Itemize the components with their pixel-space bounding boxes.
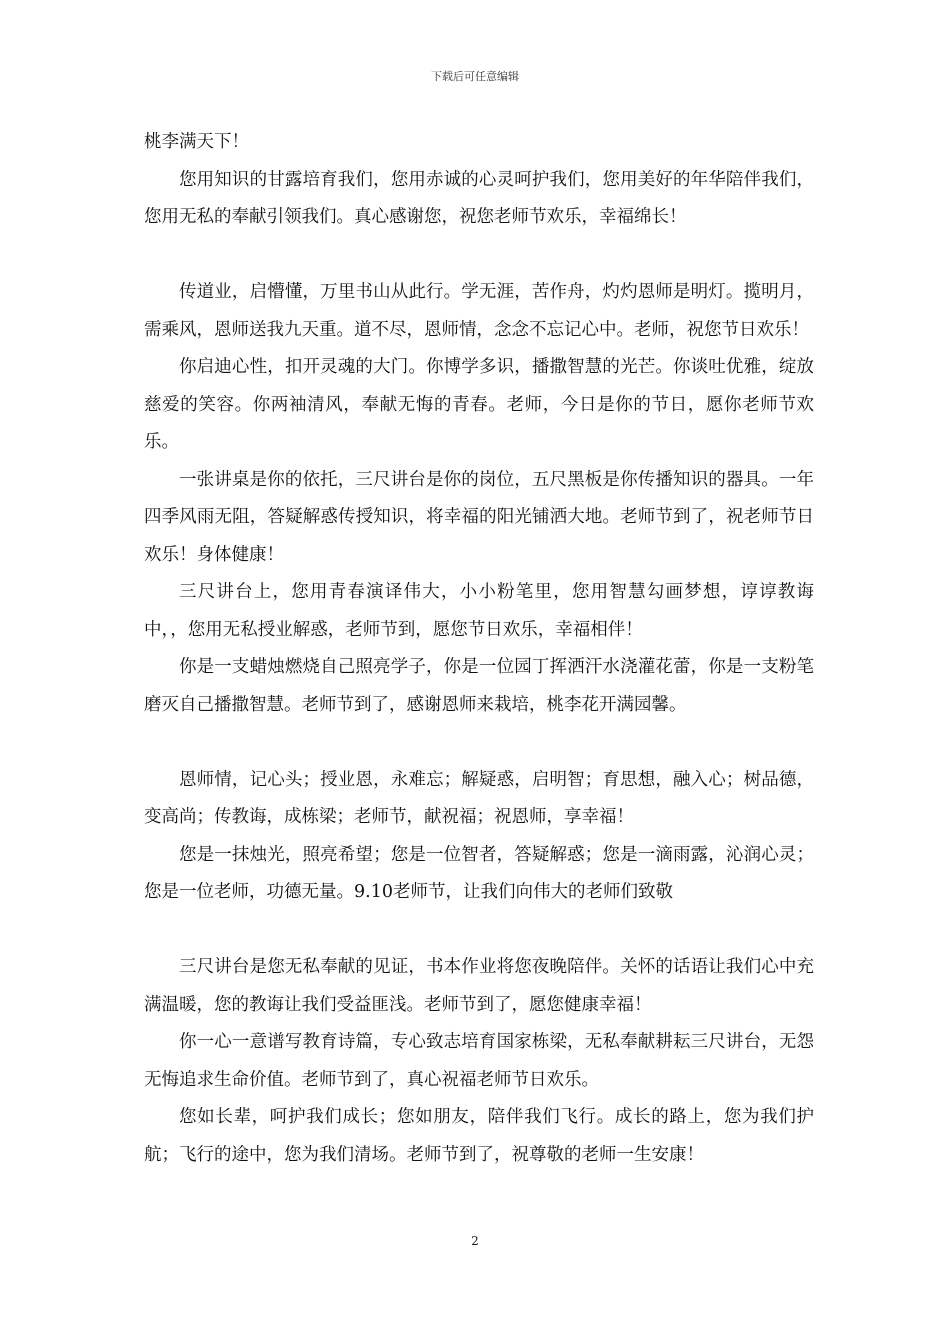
- paragraph: 你启迪心性，扣开灵魂的大门。你博学多识，播撒智慧的光芒。你谈吐优雅，绽放慈爱的笑容。你两袖清风，奉献无悔的青春。老师，今日是你的节日，愿你老师节欢乐。: [144, 357, 814, 452]
- paragraph: 您如长辈，呵护我们成长；您如朋友，陪伴我们飞行。成长的路上，您为我们护航；飞行的途中，您为我们清场。老师节到了，祝尊敬的老师一生安康！: [144, 1107, 814, 1165]
- paragraph: 你是一支蜡烛燃烧自己照亮学子，你是一位园丁挥洒汗水浇灌花蕾，你是一支粉笔磨灭自己播撒智慧。老师节到了，感谢恩师来栽培，桃李花开满园馨。: [144, 657, 814, 715]
- page-header: 下载后可任意编辑: [431, 70, 519, 83]
- paragraph-gap: [144, 237, 814, 275]
- paragraph: 三尺讲台是您无私奉献的见证，书本作业将您夜晚陪伴。关怀的话语让我们心中充满温暖，您的教诲让我们受益匪浅。老师节到了，愿您健康幸福！: [144, 957, 814, 1015]
- paragraph: 桃李满天下！: [144, 132, 249, 152]
- paragraph: 您用知识的甘露培育我们，您用赤诚的心灵呵护我们，您用美好的年华陪伴我们，您用无私的奉献引领我们。真心感谢您，祝您老师节欢乐，幸福绵长！: [144, 169, 814, 227]
- document-body: [144, 124, 814, 1174]
- paragraph: 您是一抹烛光，照亮希望；您是一位智者，答疑解惑；您是一滴雨露，沁润心灵；您是一位老师，功德无量。9.10老师节，让我们向伟大的老师们致敬: [144, 844, 814, 902]
- paragraph: 一张讲桌是你的依托，三尺讲台是你的岗位，五尺黑板是你传播知识的器具。一年四季风雨无阻，答疑解惑传授知识，将幸福的阳光铺洒大地。老师节到了，祝老师节日欢乐！身体健康！: [144, 469, 814, 565]
- paragraph: 你一心一意谱写教育诗篇，专心致志培育国家栋梁，无私奉献耕耘三尺讲台，无怨无悔追求生命价值。老师节到了，真心祝福老师节日欢乐。: [144, 1032, 814, 1090]
- paragraph-gap: [144, 724, 814, 762]
- paragraph: 恩师情，记心头；授业恩，永难忘；解疑惑，启明智；育思想，融入心；树品德，变高尚；传教诲，成栋梁；老师节，献祝福；祝恩师，享幸福！: [144, 769, 814, 827]
- page-number: 2: [471, 1234, 479, 1248]
- paragraph: 三尺讲台上，您用青春演译伟大，小小粉笔里，您用智慧勾画梦想，谆谆教诲中，，您用无私授业解惑，老师节到，愿您节日欢乐，幸福相伴！: [144, 582, 814, 640]
- paragraph-gap: [144, 912, 814, 950]
- paragraph: 传道业，启懵懂，万里书山从此行。学无涯，苦作舟，灼灼恩师是明灯。揽明月，需乘风，恩师送我九天重。道不尽，恩师情，念念不忘记心中。老师，祝您节日欢乐！: [144, 282, 814, 340]
